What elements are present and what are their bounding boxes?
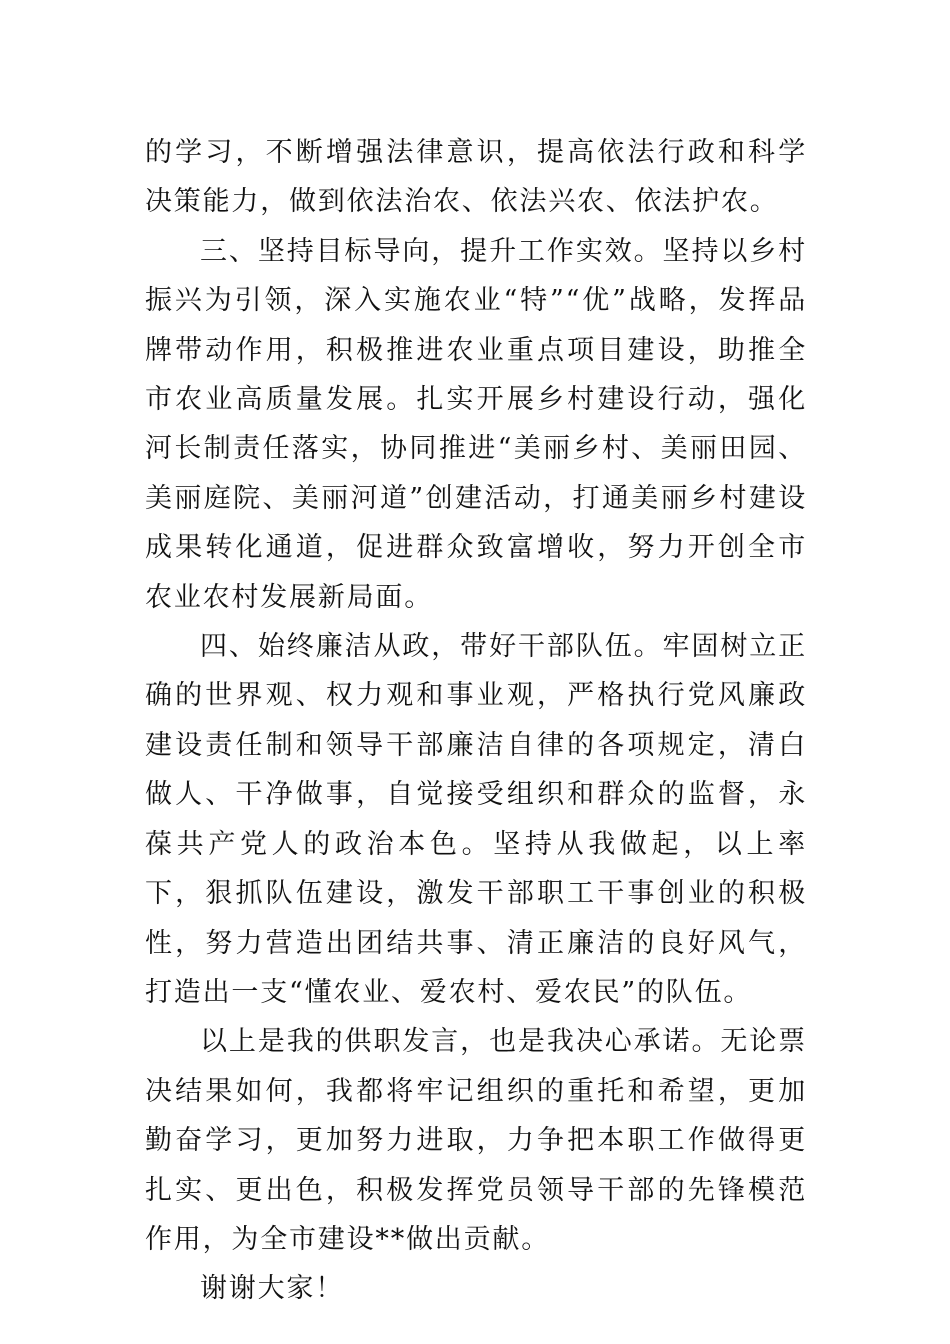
paragraph-section-four: 四、始终廉洁从政，带好干部队伍。牢固树立正确的世界观、权力观和事业观，严格执行党风廉政建设责任制和领导干部廉洁自律的各项规定，清白做人、干净做事，自觉接受组织和群众的监督，永葆共产党人的政治本色。坚持从我做起，以上率下，狠抓队伍建设，激发干部职工干事创业的积极性，努力营造出团结共事、清正廉洁的良好风气，打造出一支“懂农业、爱农村、爱农民”的队伍。 [145, 631, 807, 1008]
paragraph-section-three: 三、坚持目标导向，提升工作实效。坚持以乡村振兴为引领，深入实施农业“特”“优”战略，发挥品牌带动作用，积极推进农业重点项目建设，助推全市农业高质量发展。扎实开展乡村建设行动，强化河长制责任落实，协同推进“美丽乡村、美丽田园、美丽庭院、美丽河道”创建活动，打通美丽乡村建设成果转化通道，促进群众致富增收，努力开创全市农业农村发展新局面。 [145, 235, 807, 613]
paragraph-closing-statement: 以上是我的供职发言，也是我决心承诺。无论票决结果如何，我都将牢记组织的重托和希望，更加勤奋学习，更加努力进取，力争把本职工作做得更扎实、更出色，积极发挥党员领导干部的先锋模范作用，为全市建设**做出贡献。 [145, 1026, 807, 1255]
document-body [145, 128, 807, 1314]
paragraph-thanks: 谢谢大家！ [200, 1273, 344, 1305]
paragraph-continuation: 的学习，不断增强法律意识，提高依法行政和科学决策能力，做到依法治农、依法兴农、依法护农。 [145, 137, 807, 218]
